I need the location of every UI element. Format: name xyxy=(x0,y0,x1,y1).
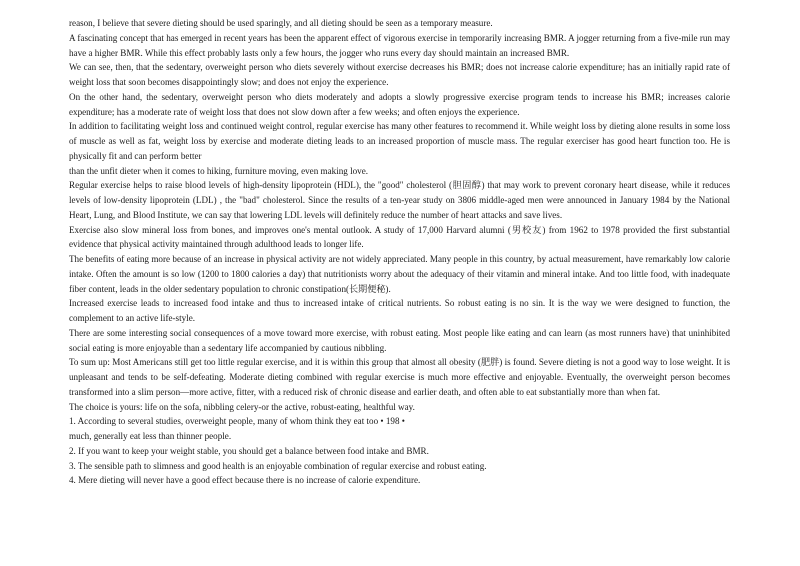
paragraph-sum-up: To sum up: Most Americans still get too little regular exercise, and it is within this group that almost all obesity (肥胖) is found. Severe dieting is not a good way to lose weight. It is unpleasant and tends to be self-defeating. Moderate dieting combined with regular exercise is much more effective and enjoyable. Eventually, the overweight person becomes transformed into a slim person—more active, fitter, with a reduced risk of chronic disease and earlier death, and often able to eat substantially more than when fat. xyxy=(69,357,730,397)
statement-1-continued: much, generally eat less than thinner people. xyxy=(69,431,232,441)
statement-2: 2. If you want to keep your weight stable, you should get a balance between food intake and BMR. xyxy=(69,445,429,456)
paragraph-severe-diet: We can see, then, that the sedentary, overweight person who diets severely without exercise decreases his BMR; does not increase calorie expenditure; has an initially rapid rate of weight loss that soon becomes disappointingly slow; and does not enjoy the experience. xyxy=(69,62,730,87)
paragraph-exercise-features: In addition to facilitating weight loss and continued weight control, regular exercise has many other features to recommend it. While weight loss by dieting alone results in some loss of muscle as well as fat, weight loss by exercise and moderate dieting leads to an increased proportion of muscle mass. The regular exerciser has good heart function too. He is physically fit and can perform better xyxy=(69,121,730,161)
paragraph-cholesterol: Regular exercise helps to raise blood levels of high-density lipoprotein (HDL), the "good" cholesterol (胆固醇) that may work to prevent coronary heart disease, while it reduces levels of low-density lipoprotein (LDL) , the "bad" cholesterol. Since the results of a ten-year study on 3806 middle-aged men were announced in January 1984 by the National Heart, Lung, and Blood Institute, we can say that lowering LDL levels will definitely reduce the number of heart attacks and save lives. xyxy=(69,180,730,220)
paragraph-food-intake: Increased exercise leads to increased food intake and thus to increased intake of critical nutrients. So robust eating is no sin. It is the way we were designed to function, the complement to an active life-style. xyxy=(69,298,730,323)
paragraph-bmr-concept: A fascinating concept that has emerged in recent years has been the apparent effect of vigorous exercise in temporarily increasing BMR. A jogger returning from a five-mile run may have a higher BMR. While this effect probably lasts only a few hours, the jogger who runs every day should maintain an increased BMR. xyxy=(69,32,730,58)
paragraph-moderate-diet: On the other hand, the sedentary, overweight person who diets moderately and adopts a slowly progressive exercise program tends to increase his BMR; increases calorie expenditure; has a moderate rate of weight loss that does not slow down after a few weeks; and often enjoys the experience. xyxy=(69,91,730,117)
paragraph-social-consequences: There are some interesting social consequences of a move toward more exercise, with robust eating. Most people like eating and can learn (as most runners have) that uninhibited social eating is more enjoyable than a sedentary life accompanied by cautious nibbling. xyxy=(69,327,730,353)
statement-3: 3. The sensible path to slimness and good health is an enjoyable combination of regular exercise and robust eating. xyxy=(69,460,487,471)
paragraph-intro: reason, I believe that severe dieting should be used sparingly, and all dieting should be seen as a temporary measure. xyxy=(69,18,493,28)
paragraph-eating-benefits: The benefits of eating more because of an increase in physical activity are not widely appreciated. Many people in this country, by actual measurement, have remarkably low calorie intake. Often the amount is so low (1200 to 1800 calories a day) that nutritionists worry about the adequacy of their vitamin and mineral intake. And too little food, with inadequate fiber content, leads in the older sedentary population to chronic constipation(长期便秘). xyxy=(69,254,730,294)
paragraph-mineral-loss: Exercise also slow mineral loss from bones, and improves one's mental outlook. A study of 17,000 Harvard alumni (男校友) from 1962 to 1978 provided the first substantial evidence that physical activity maintained through adulthood leads to longer life. xyxy=(69,224,730,250)
paragraph-unfit-dieter: than the unfit dieter when it comes to hiking, furniture moving, even making love. xyxy=(69,165,369,176)
statement-1: 1. According to several studies, overweight people, many of whom think they eat too • 198 • xyxy=(69,416,405,427)
statement-4: 4. Mere dieting will never have a good effect because there is no increase of calorie expenditure. xyxy=(69,475,421,486)
paragraph-choice: The choice is yours: life on the sofa, nibbling celery-or the active, robust-eating, healthful way. xyxy=(69,401,415,412)
